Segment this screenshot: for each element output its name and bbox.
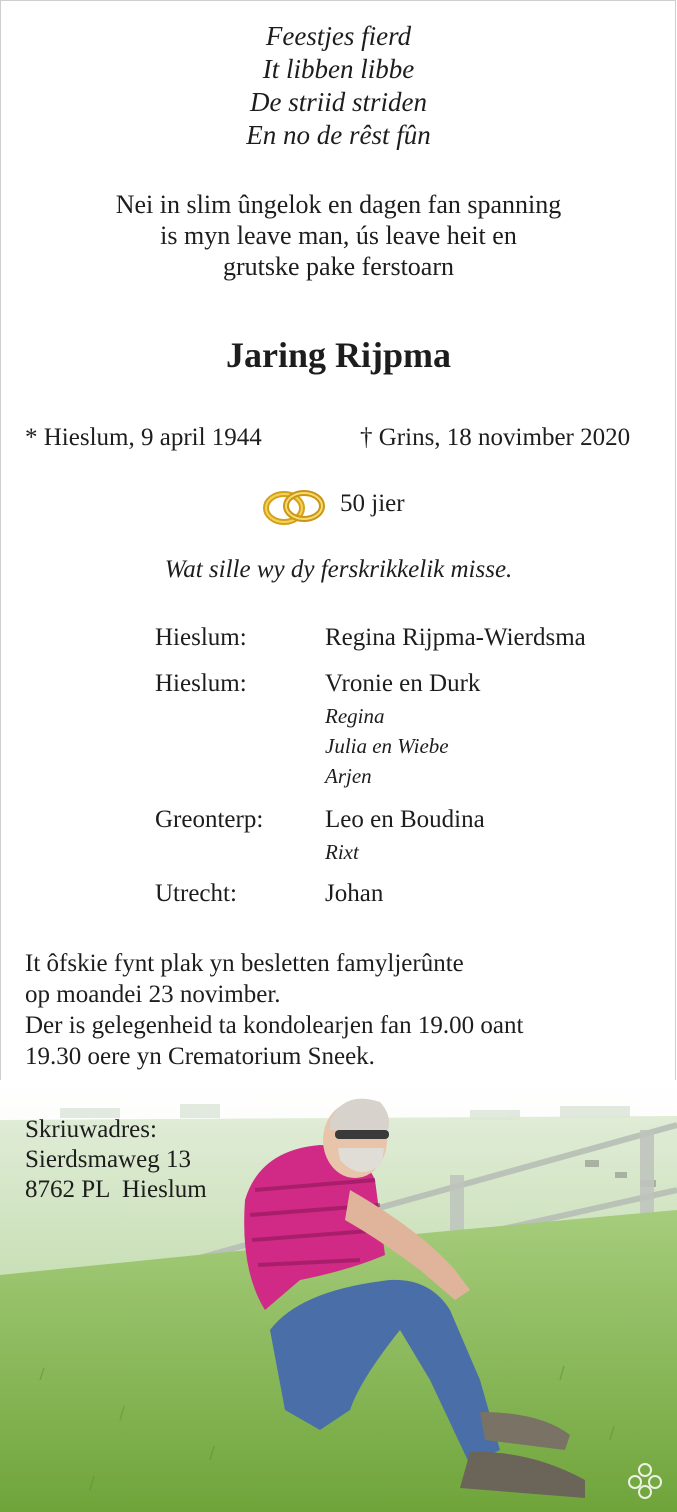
deceased-name: Jaring Rijpma <box>226 335 451 375</box>
grandchild-name: Arjen <box>325 764 372 788</box>
correspondence-address <box>25 1115 207 1205</box>
death-info: † Grins, 18 novimber 2020 <box>360 424 631 451</box>
address-label: Skriuwadres: <box>25 1116 157 1143</box>
poem-line: De striid striden <box>249 87 427 117</box>
family-place: Hieslum: <box>155 670 247 697</box>
announcement-line: grutske pake ferstoarn <box>222 252 455 281</box>
service-line: It ôfskie fynt plak yn besletten famyljerûnte <box>25 950 464 977</box>
wedding-rings-icon <box>258 484 330 528</box>
address-street: Sierdsmaweg 13 <box>25 1146 191 1173</box>
family-name: Regina Rijpma-Wierdsma <box>325 624 586 651</box>
service-info <box>25 948 523 1072</box>
birth-info: * Hieslum, 9 april 1944 <box>25 424 262 451</box>
service-line: 19.30 oere yn Crematorium Sneek. <box>25 1043 375 1070</box>
family-name: Johan <box>325 880 384 907</box>
announcement-line: Nei in slim ûngelok en dagen fan spanning <box>115 190 562 219</box>
poem-line: Feestjes fierd <box>265 21 412 51</box>
marriage-years: 50 jier <box>340 490 405 517</box>
service-line: op moandei 23 novimber. <box>25 981 281 1008</box>
poem <box>0 20 677 152</box>
family-place: Hieslum: <box>155 624 247 651</box>
poem-line: It libben libbe <box>262 54 415 84</box>
announcement-line: is myn leave man, ús leave heit en <box>160 221 517 250</box>
service-line: Der is gelegenheid ta kondolearjen fan 19.00 oant <box>25 1012 524 1039</box>
family-place: Utrecht: <box>155 880 237 907</box>
memorial-logo-icon <box>625 1460 665 1500</box>
address-city: 8762 PL Hieslum <box>25 1176 207 1203</box>
grandchild-name: Julia en Wiebe <box>325 734 449 758</box>
announcement-text <box>0 189 677 282</box>
family-name: Leo en Boudina <box>325 806 485 833</box>
grandchild-name: Regina <box>325 704 385 728</box>
poem-line: En no de rêst fûn <box>246 120 431 150</box>
wish-line: Wat sille wy dy ferskrikkelik misse. <box>164 556 513 583</box>
grandchild-name: Rixt <box>325 840 359 864</box>
family-name: Vronie en Durk <box>325 670 481 697</box>
family-place: Greonterp: <box>155 806 264 833</box>
